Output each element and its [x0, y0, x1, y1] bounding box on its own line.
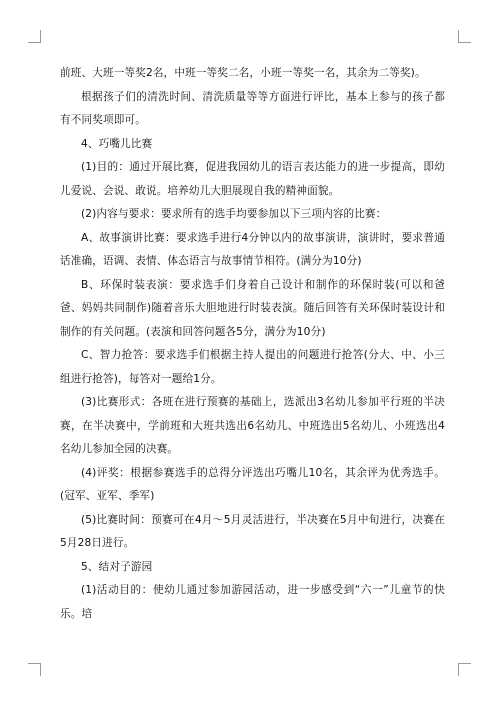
document-body — [60, 62, 445, 626]
paragraph: 根据孩子们的清洗时间、清洗质量等等方面进行评比，基本上参与的孩子都有不同奖项即可。 — [60, 90, 445, 126]
crop-mark-top-left — [28, 30, 41, 43]
section-heading: 5、结对子游园 — [81, 560, 153, 573]
paragraph: (1)目的：通过开展比赛，促进我园幼儿的语言表达能力的进一步提高，即幼儿爱说、会说、敢说。培养幼儿大胆展现自我的精神面貌。 — [60, 161, 445, 197]
crop-mark-top-right — [458, 30, 471, 43]
paragraph: 前班、大班一等奖2名，中班一等奖二名，小班一等奖一名，其余为二等奖)。 — [60, 67, 426, 79]
paragraph: B、环保时装表演：要求选手们身着自己设计和制作的环保时装(可以和爸爸、妈妈共同制作)随着音乐大胆地进行时装表演。随后回答有关环保时装设计和制作的有关问题。(表演和回答问题各5分，满分为10分) — [60, 278, 445, 338]
paragraph: (4)评奖：根据参赛选手的总得分评选出巧嘴儿10名，其余评为优秀选手。(冠军、亚军、季军) — [60, 466, 445, 502]
paragraph: (1)活动目的：使幼儿通过参加游园活动，进一步感受到“六一”儿童节的快乐。培 — [60, 584, 445, 620]
paragraph: A、故事演讲比赛：要求选手进行4分钟以内的故事演讲，演讲时，要求普通话准确，语调、表情、体态语言与故事情节相符。(满分为10分) — [60, 231, 445, 267]
crop-mark-bottom-left — [28, 663, 41, 676]
paragraph: (3)比赛形式：各班在进行预赛的基础上，选派出3名幼儿参加平行班的半决赛，在半决赛中，学前班和大班共选出6名幼儿、中班选出5名幼儿、小班选出4名幼儿参加全园的决赛。 — [60, 396, 445, 455]
section-heading: 4、巧嘴儿比赛 — [81, 137, 153, 150]
crop-mark-bottom-right — [458, 663, 471, 676]
paragraph: (2)内容与要求：要求所有的选手均要参加以下三项内容的比赛： — [81, 208, 387, 220]
paragraph: (5)比赛时间：预赛可在4月～5月灵活进行，半决赛在5月中旬进行，决赛在5月28日进行。 — [60, 513, 445, 549]
paragraph: C、智力抢答：要求选手们根据主持人提出的问题进行抢答(分大、中、小三组进行抢答)，每答对一题给1分。 — [60, 349, 445, 385]
